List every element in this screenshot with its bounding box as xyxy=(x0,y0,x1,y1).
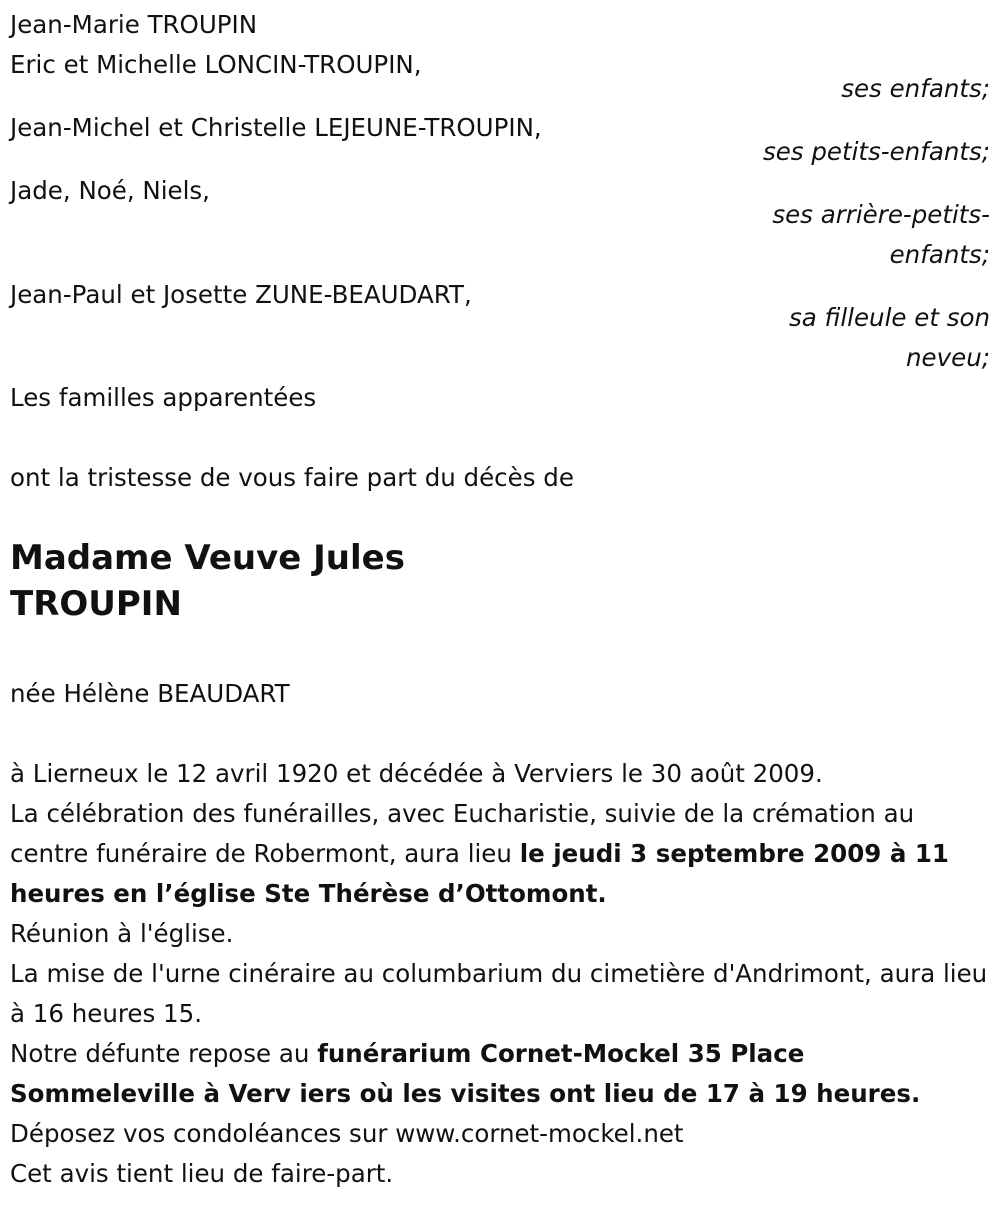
condolences-info: Déposez vos condoléances sur www.cornet-mockel.net xyxy=(10,1119,684,1148)
great-grandchildren-role-line1: ses arrière-petits- xyxy=(772,200,990,229)
children-role: ses enfants; xyxy=(841,74,990,103)
goddaughter-names: Jean-Paul et Josette ZUNE-BEAUDART, xyxy=(10,280,472,309)
goddaughter-role-line1: sa filleule et son xyxy=(788,303,990,332)
related-families: Les familles apparentées xyxy=(10,383,317,412)
meeting-info: Réunion à l'église. xyxy=(10,919,234,948)
funeral-date-place: le jeudi 3 septembre 2009 à 11 heures en l’église Ste Thérèse d’Ottomont. xyxy=(10,839,949,908)
goddaughter-role-line2: neveu; xyxy=(906,343,990,372)
funeral-intro: La célébration des funérailles, avec Eucharistie, suivie de la crémation au centre funéraire de Robermont, aura lieu xyxy=(10,799,915,868)
notice-info: Cet avis tient lieu de faire-part. xyxy=(10,1159,394,1188)
obituary-details xyxy=(10,754,995,1194)
great-grandchildren-role-line2: enfants; xyxy=(889,240,990,269)
deceased-name-line1: Madame Veuve Jules xyxy=(10,538,405,578)
child-name-1: Jean-Marie TROUPIN xyxy=(10,10,258,39)
urn-info: La mise de l'urne cinéraire au columbarium du cimetière d'Andrimont, aura lieu à 16 heures 15. xyxy=(10,959,988,1028)
maiden-name: née Hélène BEAUDART xyxy=(10,679,290,708)
deceased-name xyxy=(10,535,405,627)
announcement: ont la tristesse de vous faire part du décès de xyxy=(10,463,574,492)
rest-intro: Notre défunte repose au xyxy=(10,1039,318,1068)
funerarium-place: funérarium Cornet-Mockel 35 Place Sommeleville à Verv iers où les visites ont lieu de 17 à 19 heures. xyxy=(10,1039,921,1108)
grandchildren-names: Jean-Michel et Christelle LEJEUNE-TROUPIN, xyxy=(10,113,542,142)
rest-info xyxy=(10,1034,995,1114)
grandchildren-role: ses petits-enfants; xyxy=(762,137,990,166)
birth-death: à Lierneux le 12 avril 1920 et décédée à Verviers le 30 août 2009. xyxy=(10,759,823,788)
child-name-2: Eric et Michelle LONCIN-TROUPIN, xyxy=(10,50,422,79)
deceased-name-line2: TROUPIN xyxy=(10,584,182,624)
funeral-info xyxy=(10,794,995,914)
great-grandchildren-names: Jade, Noé, Niels, xyxy=(10,176,210,205)
